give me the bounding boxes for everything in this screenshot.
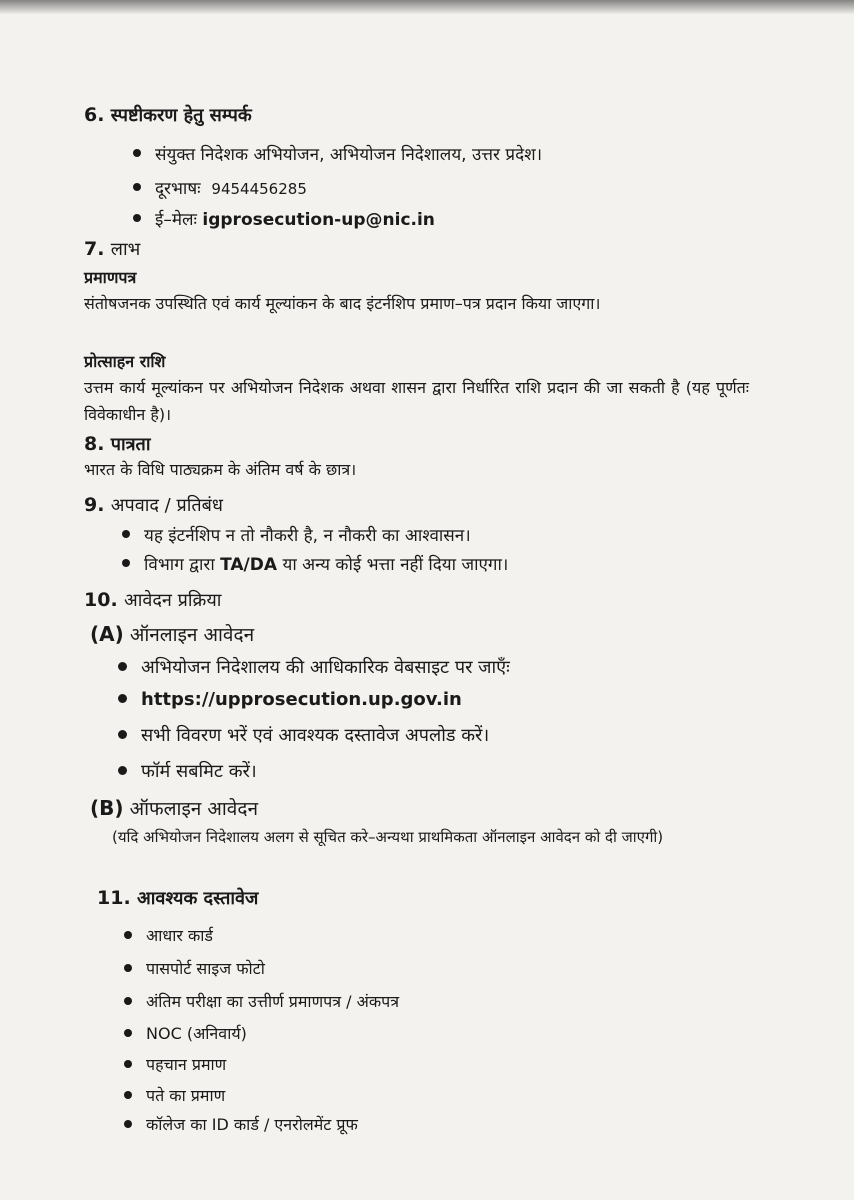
- email-item: [133, 207, 435, 230]
- offline-application-heading: [90, 795, 258, 821]
- online-step-4: [118, 759, 257, 783]
- bullet-icon: [124, 1029, 132, 1037]
- bullet-icon: [124, 1120, 132, 1128]
- online-step-2: [118, 689, 462, 710]
- contact-officer-text: संयुक्त निदेशक अभियोजन, अभियोजन निदेशालय, उत्तर प्रदेश।: [155, 145, 543, 165]
- website-url: https://upprosecution.up.gov.in: [141, 689, 462, 710]
- bullet-icon: [118, 694, 127, 703]
- certificate-paragraph: संतोषजनक उपस्थिति एवं कार्य मूल्यांकन के बाद इंटर्नशिप प्रमाण–पत्र प्रदान किया जाएगा।: [84, 294, 601, 313]
- bullet-icon: [118, 730, 127, 739]
- section-9-heading: [84, 493, 223, 517]
- document-item-5: [124, 1053, 226, 1075]
- bullet-icon: [124, 964, 132, 972]
- email-address: igprosecution-up@nic.in: [202, 210, 435, 230]
- online-step-1: [118, 655, 510, 679]
- section-6-heading: [84, 103, 252, 127]
- section-8-heading: [84, 432, 150, 456]
- option-a-label: (A): [90, 622, 124, 646]
- phone-label: दूरभाषः: [155, 179, 201, 199]
- bullet-icon: [122, 530, 130, 538]
- offline-note: (यदि अभियोजन निदेशालय अलग से सूचित करे–अन्यथा प्राथमिकता ऑनलाइन आवेदन को दी जाएगी): [112, 828, 664, 846]
- section-11-title: आवश्यक दस्तावेज: [136, 888, 259, 909]
- bullet-icon: [124, 931, 132, 939]
- restriction-item-1: [122, 523, 471, 546]
- bullet-icon: [133, 183, 141, 191]
- bullet-icon: [124, 1091, 132, 1099]
- section-7-number: 7.: [84, 238, 105, 260]
- option-a-title: ऑनलाइन आवेदन: [129, 624, 255, 646]
- section-6-number: 6.: [84, 104, 105, 126]
- bullet-icon: [133, 149, 141, 157]
- eligibility-paragraph: भारत के विधि पाठ्यक्रम के अंतिम वर्ष के छात्र।: [84, 460, 357, 479]
- section-11-number: 11.: [97, 887, 131, 909]
- bullet-icon: [118, 662, 127, 671]
- online-step-1-text: अभियोजन निदेशालय की आधिकारिक वेबसाइट पर जाएँः: [141, 657, 510, 678]
- email-label: ई–मेलः: [155, 210, 197, 230]
- contact-officer-item: [133, 142, 542, 165]
- section-11-heading: [97, 886, 258, 910]
- section-10-heading: [84, 588, 221, 612]
- bullet-icon: [124, 1060, 132, 1068]
- online-step-4-text: फॉर्म सबमिट करें।: [141, 761, 257, 782]
- document-text-3: अंतिम परीक्षा का उत्तीर्ण प्रमाणपत्र / अंकपत्र: [146, 992, 400, 1011]
- incentive-paragraph: उत्तम कार्य मूल्यांकन पर अभियोजन निदेशक अथवा शासन द्वारा निर्धारित राशि प्रदान की जा सकती है (यह पूर्णतः विवेकाधीन है)।: [84, 378, 749, 424]
- bullet-icon: [124, 997, 132, 1005]
- certificate-subheading: प्रमाणपत्र: [84, 268, 137, 287]
- section-9-title: अपवाद / प्रतिबंध: [110, 495, 223, 516]
- section-8-title: पात्रता: [110, 434, 151, 455]
- document-text-7: कॉलेज का ID कार्ड / एनरोलमेंट प्रूफ: [146, 1115, 358, 1134]
- restriction-item-2: [122, 552, 508, 575]
- restriction-text-1: यह इंटर्नशिप न तो नौकरी है, न नौकरी का आश्वासन।: [144, 526, 471, 546]
- scan-top-edge: [0, 0, 854, 14]
- section-10-number: 10.: [84, 589, 118, 611]
- section-10-title: आवेदन प्रक्रिया: [123, 590, 222, 611]
- document-item-6: [124, 1084, 225, 1106]
- section-6-title: स्पष्टीकरण हेतु सम्पर्क: [110, 105, 252, 126]
- document-text-6: पते का प्रमाण: [146, 1086, 226, 1105]
- document-text-4: NOC (अनिवार्य): [146, 1024, 247, 1043]
- option-b-label: (B): [90, 796, 124, 820]
- section-8-number: 8.: [84, 433, 105, 455]
- section-7-heading: [84, 237, 140, 261]
- document-item-2: [124, 957, 265, 979]
- phone-item: [133, 176, 307, 199]
- incentive-subheading: प्रोत्साहन राशि: [84, 352, 166, 371]
- restriction-text-2b: TA/DA: [220, 555, 278, 575]
- online-step-3: [118, 723, 489, 747]
- online-step-3-text: सभी विवरण भरें एवं आवश्यक दस्तावेज अपलोड करें।: [141, 725, 490, 746]
- section-9-number: 9.: [84, 494, 105, 516]
- section-7-title: लाभ: [110, 239, 141, 260]
- document-item-4: [124, 1022, 247, 1044]
- document-text-5: पहचान प्रमाण: [146, 1055, 227, 1074]
- bullet-icon: [118, 766, 127, 775]
- restriction-text-2a: विभाग द्वारा: [144, 555, 215, 575]
- document-item-1: [124, 924, 213, 946]
- bullet-icon: [133, 214, 141, 222]
- document-item-3: [124, 990, 399, 1012]
- document-item-7: [124, 1113, 358, 1135]
- option-b-title: ऑफलाइन आवेदन: [129, 798, 258, 820]
- document-text-1: आधार कार्ड: [146, 926, 213, 945]
- online-application-heading: [90, 621, 254, 647]
- bullet-icon: [122, 559, 130, 567]
- phone-number: 9454456285: [211, 180, 307, 198]
- document-text-2: पासपोर्ट साइज फोटो: [146, 959, 265, 978]
- restriction-text-2c: या अन्य कोई भत्ता नहीं दिया जाएगा।: [282, 555, 509, 575]
